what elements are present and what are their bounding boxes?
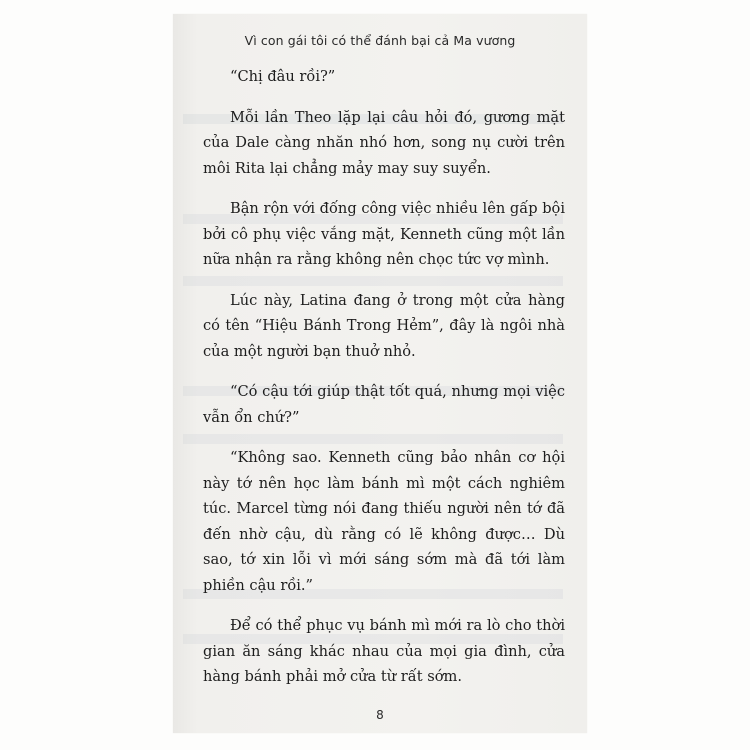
paragraph: Mỗi lần Theo lặp lại câu hỏi đó, gương mặt của Dale càng nhăn nhó hơn, song nụ cười trên môi Rita lại chẳng mảy may suy suyển. [203, 108, 565, 177]
paragraph: “Có cậu tới giúp thật tốt quá, nhưng mọi việc vẫn ổn chứ?” [203, 383, 565, 426]
paragraph: Bận rộn với đống công việc nhiều lên gấp bội bởi cô phụ việc vắng mặt, Kenneth cũng một lần nữa nhận ra rằng không nên chọc tức vợ mình. [203, 200, 565, 268]
paragraph: Lúc này, Latina đang ở trong một cửa hàng có tên “Hiệu Bánh Trong Hẻm”, đây là ngôi nhà của một người bạn thuở nhỏ. [203, 291, 565, 360]
book-page [173, 14, 587, 733]
page-number: 8 [376, 708, 384, 722]
paragraph: “Không sao. Kenneth cũng bảo nhân cơ hội này tớ nên học làm bánh mì một cách nghiêm túc. Marcel từng nói đang thiếu người nên tớ đã đến nhờ cậu, dù rằng có lẽ không được… Dù sao, tớ xin lỗi vì mới sáng sớm mà đã tới làm phiền cậu rồi.” [203, 449, 565, 594]
paragraph: “Chị đâu rồi?” [230, 68, 336, 85]
body-text [203, 64, 565, 705]
running-header: Vì con gái tôi có thể đánh bại cả Ma vương [244, 33, 516, 48]
paragraph: Để có thể phục vụ bánh mì mới ra lò cho thời gian ăn sáng khác nhau của mọi gia đình, cửa hàng bánh phải mở cửa từ rất sớm. [203, 617, 565, 685]
